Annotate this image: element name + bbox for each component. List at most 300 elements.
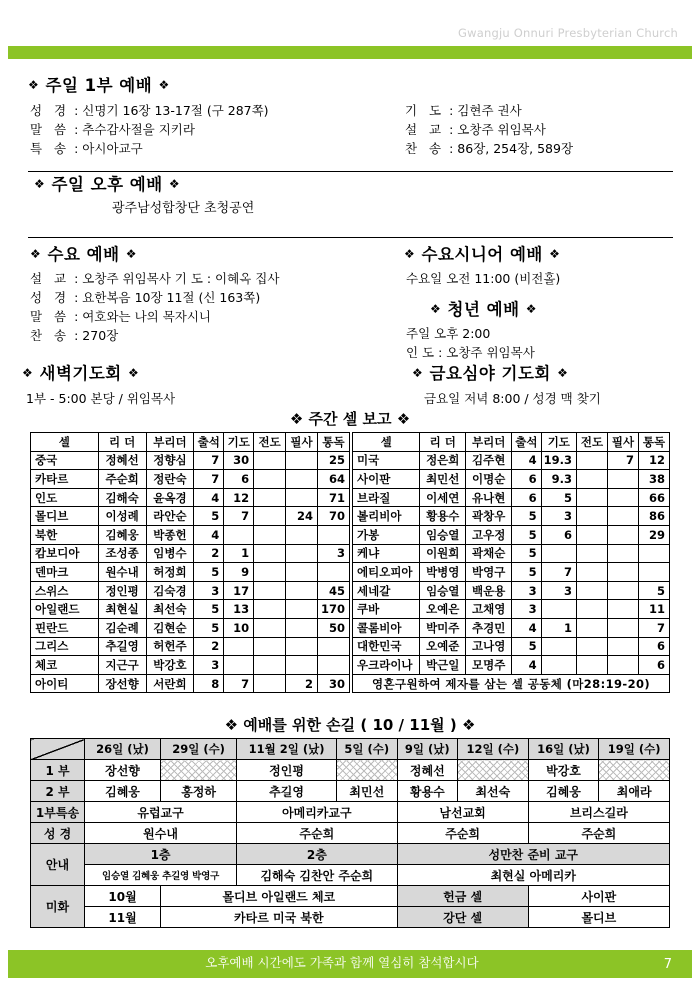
table-cell-pray: 1 <box>541 618 576 637</box>
info-value: : 오창주 위임목사 기 도 : 이혜옥 집사 <box>74 271 280 286</box>
column-header: 전도 <box>254 433 286 452</box>
info-line <box>30 307 279 326</box>
table-cell-leader: 주순희 <box>98 470 146 489</box>
pulpit-cell-value: 몰디브 <box>528 907 669 928</box>
date-header-cell: 26일 (났) <box>85 739 161 760</box>
table-corner-cell <box>31 739 85 760</box>
divider <box>28 237 673 238</box>
table-cell-copy <box>286 451 318 470</box>
table-cell-attend: 7 <box>194 470 224 489</box>
second-service-cell: 황용수 <box>397 781 458 802</box>
footer-message: 오후예배 시간에도 가족과 함께 열심히 참석합시다 <box>205 955 479 970</box>
table-cell-read <box>317 525 349 544</box>
table-cell-pray: 13 <box>224 600 254 619</box>
service-schedule-table <box>30 738 670 928</box>
diamond-icon: ❖ <box>28 78 40 92</box>
table-cell-read: 38 <box>638 470 669 489</box>
dawn-prayer-body: 1부 - 5:00 본당 / 위임목사 <box>26 391 176 406</box>
table-cell-copy <box>607 581 638 600</box>
sunday-first-right-col <box>405 101 573 158</box>
schedule-header-row <box>31 739 670 760</box>
table-cell-pray: 5 <box>541 488 576 507</box>
table-cell-copy <box>286 525 318 544</box>
table-cell-read <box>638 544 669 563</box>
table-cell-evang <box>576 637 607 656</box>
second-service-cell: 추길영 <box>237 781 337 802</box>
cleaning-cells-value: 카타르 미국 북한 <box>161 907 397 928</box>
diamond-icon: ❖ <box>127 366 140 380</box>
friday-prayer-body: 금요일 저녁 8:00 / 성경 맥 찾기 <box>424 391 601 406</box>
table-cell-leader: 오예준 <box>420 637 466 656</box>
table-cell-pray <box>224 656 254 675</box>
schedule-row-first-service <box>31 760 670 781</box>
diamond-icon: ❖ <box>525 302 538 316</box>
table-cell-copy <box>607 507 638 526</box>
table-cell-attend: 5 <box>194 618 224 637</box>
table-cell-cell: 볼리비아 <box>353 507 420 526</box>
info-line <box>405 139 573 158</box>
table-cell-attend: 5 <box>512 525 541 544</box>
table-row <box>353 451 670 470</box>
table-cell-pray: 7 <box>224 507 254 526</box>
table-cell-evang <box>254 470 286 489</box>
date-header-cell: 5일 (수) <box>337 739 398 760</box>
section-title-friday-prayer: ❖ 금요심야 기도회 ❖ <box>412 364 569 383</box>
table-cell-pray <box>224 525 254 544</box>
table-cell-attend: 2 <box>194 637 224 656</box>
scripture-reader-cell: 주순희 <box>397 823 528 844</box>
table-cell-cell: 에티오피아 <box>353 563 420 582</box>
table-cell-leader: 박병영 <box>420 563 466 582</box>
table-row <box>353 470 670 489</box>
table-cell-attend: 2 <box>194 544 224 563</box>
first-service-cell: 장선향 <box>85 760 161 781</box>
table-cell-leader: 황용수 <box>420 507 466 526</box>
table-row <box>353 618 670 637</box>
table-cell-evang <box>254 488 286 507</box>
table-cell-pray: 7 <box>224 674 254 693</box>
table-row <box>31 563 350 582</box>
table-cell-leader: 장선향 <box>98 674 146 693</box>
row-label-special-song: 1부특송 <box>31 802 85 823</box>
table-cell-attend: 8 <box>194 674 224 693</box>
table-cell-cell: 캄보디아 <box>31 544 99 563</box>
table-cell-leader: 김순례 <box>98 618 146 637</box>
table-cell-copy <box>607 600 638 619</box>
table-cell-leader: 박근일 <box>420 656 466 675</box>
table-cell-leader: 조성종 <box>98 544 146 563</box>
table-cell-subleader: 최선숙 <box>146 600 194 619</box>
table-cell-copy <box>286 656 318 675</box>
table-cell-cell: 핀란드 <box>31 618 99 637</box>
table-row <box>31 544 350 563</box>
table-cell-copy <box>607 470 638 489</box>
table-cell-leader: 정인평 <box>98 581 146 600</box>
table-row <box>31 470 350 489</box>
table-cell-cell: 세네갈 <box>353 581 420 600</box>
table-cell-read: 64 <box>317 470 349 489</box>
table-cell-pray: 9 <box>224 563 254 582</box>
table-cell-cell: 북한 <box>31 525 99 544</box>
diamond-icon: ❖ <box>430 302 442 316</box>
table-cell-copy <box>607 618 638 637</box>
info-line: 주일 오후 2:00 <box>406 326 491 341</box>
table-row <box>31 674 350 693</box>
column-header: 출석 <box>194 433 224 452</box>
table-row <box>353 507 670 526</box>
diamond-icon: ❖ <box>412 366 424 380</box>
table-cell-subleader: 고채영 <box>466 600 512 619</box>
table-cell-evang <box>254 656 286 675</box>
first-service-cell <box>337 760 398 781</box>
table-cell-cell: 인도 <box>31 488 99 507</box>
info-value: : 270장 <box>74 328 119 343</box>
table-cell-read <box>317 656 349 675</box>
cell-report-table-left <box>30 432 350 693</box>
column-header: 리 더 <box>420 433 466 452</box>
table-row <box>353 544 670 563</box>
schedule-row-cleaning-october <box>31 886 670 907</box>
wednesday-details <box>30 269 279 345</box>
table-row <box>31 656 350 675</box>
table-cell-evang <box>254 674 286 693</box>
diamond-icon: ❖ <box>549 247 561 261</box>
table-cell-leader: 최현실 <box>98 600 146 619</box>
second-service-cell: 최애라 <box>599 781 670 802</box>
table-cell-pray <box>224 637 254 656</box>
table-cell-evang <box>576 581 607 600</box>
table-row <box>31 507 350 526</box>
column-header: 셀 <box>353 433 420 452</box>
table-cell-subleader: 라안순 <box>146 507 194 526</box>
guide-communion-header: 성만찬 준비 교구 <box>397 844 669 865</box>
page-number: 7 <box>663 957 672 972</box>
table-cell-subleader: 박강호 <box>146 656 194 675</box>
table-cell-leader: 이세연 <box>420 488 466 507</box>
diamond-icon: ❖ <box>34 177 46 191</box>
table-cell-subleader: 김주현 <box>466 451 512 470</box>
table-cell-attend: 5 <box>194 563 224 582</box>
column-header: 기도 <box>541 433 576 452</box>
table-cell-subleader: 유나현 <box>466 488 512 507</box>
column-header: 통독 <box>638 433 669 452</box>
cleaning-cells-value: 몰디브 아일랜드 체코 <box>161 886 397 907</box>
table-cell-leader: 오예은 <box>420 600 466 619</box>
section-title-cell-report: ❖ 주간 셀 보고 ❖ <box>289 410 411 428</box>
table-cell-read: 12 <box>638 451 669 470</box>
table-row <box>31 618 350 637</box>
table-cell-attend: 5 <box>512 544 541 563</box>
table-row <box>353 637 670 656</box>
first-service-cell <box>458 760 529 781</box>
special-song-cell: 유럽교구 <box>85 802 237 823</box>
table-cell-attend: 4 <box>194 488 224 507</box>
table-cell-evang <box>576 525 607 544</box>
table-cell-attend: 5 <box>194 600 224 619</box>
sunday-afternoon-body: 광주남성합창단 초청공연 <box>112 201 255 216</box>
table-cell-read: 170 <box>317 600 349 619</box>
info-line <box>30 139 269 158</box>
date-header-cell: 16일 (났) <box>528 739 599 760</box>
column-header: 부리더 <box>146 433 194 452</box>
table-row <box>31 581 350 600</box>
first-service-cell <box>599 760 670 781</box>
table-cell-copy <box>286 581 318 600</box>
table-cell-subleader: 이명순 <box>466 470 512 489</box>
table-cell-attend: 7 <box>194 451 224 470</box>
schedule-row-guide-values <box>31 865 670 886</box>
table-cell-cell: 그리스 <box>31 637 99 656</box>
table-cell-subleader: 백운용 <box>466 581 512 600</box>
table-cell-pray: 30 <box>224 451 254 470</box>
cell-report-table-right <box>352 432 670 693</box>
table-cell-leader: 김혜웅 <box>98 525 146 544</box>
section-title-dawn-prayer: ❖ 새벽기도회 ❖ <box>22 364 140 383</box>
diamond-icon: ❖ <box>168 177 181 191</box>
table-cell-read: 50 <box>317 618 349 637</box>
table-cell-attend: 3 <box>194 581 224 600</box>
diamond-icon: ❖ <box>396 410 411 428</box>
table-cell-read: 7 <box>638 618 669 637</box>
table-cell-read <box>317 563 349 582</box>
diamond-icon: ❖ <box>30 247 42 261</box>
info-value: : 86장, 254장, 589장 <box>449 141 574 156</box>
table-cell-leader: 추길영 <box>98 637 146 656</box>
table-header-row <box>353 433 670 452</box>
table-cell-cell: 사이판 <box>353 470 420 489</box>
table-cell-cell: 몰디브 <box>31 507 99 526</box>
second-service-cell: 김혜웅 <box>85 781 161 802</box>
diamond-icon: ❖ <box>557 366 569 380</box>
section-title-sunday-first: ❖ 주일 1부 예배 ❖ <box>28 76 170 95</box>
table-cell-pray: 9.3 <box>541 470 576 489</box>
section-title-sunday-afternoon: ❖ 주일 오후 예배 ❖ <box>34 175 181 194</box>
table-cell-evang <box>254 637 286 656</box>
info-value: : 아시아교구 <box>74 141 143 156</box>
info-line <box>30 326 279 345</box>
offering-cell-value: 사이판 <box>528 886 669 907</box>
table-cell-pray: 1 <box>224 544 254 563</box>
table-row <box>353 600 670 619</box>
table-cell-cell: 스위스 <box>31 581 99 600</box>
table-cell-copy <box>286 618 318 637</box>
second-service-cell: 김혜웅 <box>528 781 599 802</box>
table-cell-leader: 이성례 <box>98 507 146 526</box>
table-cell-subleader: 정란숙 <box>146 470 194 489</box>
schedule-row-guide-headers <box>31 844 670 865</box>
table-cell-evang <box>576 656 607 675</box>
table-row <box>31 488 350 507</box>
table-cell-evang <box>254 507 286 526</box>
date-header-cell: 11월 2일 (났) <box>237 739 337 760</box>
info-line <box>405 101 573 120</box>
special-song-cell: 브리스길라 <box>528 802 669 823</box>
table-cell-pray: 12 <box>224 488 254 507</box>
table-cell-attend: 4 <box>512 618 541 637</box>
column-header: 출석 <box>512 433 541 452</box>
table-cell-read: 29 <box>638 525 669 544</box>
table-cell-subleader: 허정희 <box>146 563 194 582</box>
table-cell-attend: 3 <box>194 656 224 675</box>
column-header: 필사 <box>286 433 318 452</box>
section-title-youth: ❖ 청년 예배 ❖ <box>430 300 538 319</box>
info-value: : 요한복음 10장 11절 (신 163쪽) <box>74 290 261 305</box>
table-cell-evang <box>576 470 607 489</box>
table-cell-subleader: 정향심 <box>146 451 194 470</box>
table-cell-leader: 원수내 <box>98 563 146 582</box>
second-service-cell: 최민선 <box>337 781 398 802</box>
table-cell-cell: 가봉 <box>353 525 420 544</box>
table-cell-copy <box>286 470 318 489</box>
table-cell-copy <box>607 563 638 582</box>
row-label-first-service: 1 부 <box>31 760 85 781</box>
table-cell-leader: 박미주 <box>420 618 466 637</box>
info-value: : 추수감사절을 지키라 <box>74 122 195 137</box>
table-cell-cell: 아이티 <box>31 674 99 693</box>
table-cell-copy <box>607 544 638 563</box>
table-cell-cell: 카타르 <box>31 470 99 489</box>
table-cell-subleader: 고나영 <box>466 637 512 656</box>
table-cell-copy <box>286 637 318 656</box>
second-service-cell: 최선숙 <box>458 781 529 802</box>
info-line <box>30 120 269 139</box>
info-line: 인 도 : 오창주 위임목사 <box>406 345 535 360</box>
table-cell-evang <box>254 451 286 470</box>
section-title-wednesday: ❖ 수요 예배 ❖ <box>30 245 138 264</box>
table-cell-attend: 3 <box>512 581 541 600</box>
table-cell-read: 70 <box>317 507 349 526</box>
column-header: 부리더 <box>466 433 512 452</box>
info-label: 말 씀 <box>30 122 71 137</box>
table-cell-attend: 5 <box>512 563 541 582</box>
table-cell-evang <box>254 581 286 600</box>
info-line <box>405 120 573 139</box>
table-cell-subleader: 서란희 <box>146 674 194 693</box>
table-cell-copy <box>607 637 638 656</box>
table-cell-read: 6 <box>638 656 669 675</box>
schedule-row-cleaning-november <box>31 907 670 928</box>
table-cell-subleader: 곽창우 <box>466 507 512 526</box>
table-cell-pray: 10 <box>224 618 254 637</box>
table-cell-read <box>638 563 669 582</box>
table-cell-copy: 2 <box>286 674 318 693</box>
church-brand-name: Gwangju Onnuri Presbyterian Church <box>458 26 678 40</box>
table-body <box>31 451 350 693</box>
table-cell-evang <box>254 544 286 563</box>
table-cell-cell: 체코 <box>31 656 99 675</box>
table-cell-copy <box>286 488 318 507</box>
table-cell-copy <box>286 563 318 582</box>
table-cell-cell: 콜롬비아 <box>353 618 420 637</box>
table-cell-cell: 덴마크 <box>31 563 99 582</box>
info-label: 성 경 <box>30 290 71 305</box>
table-cell-evang <box>576 563 607 582</box>
table-cell-pray: 3 <box>541 507 576 526</box>
row-label-cleaning: 미화 <box>31 886 85 928</box>
info-value: : 신명기 16장 13-17절 (구 287쪽) <box>74 103 269 118</box>
table-row <box>353 488 670 507</box>
table-cell-cell: 쿠바 <box>353 600 420 619</box>
table-cell-pray: 17 <box>224 581 254 600</box>
table-cell-copy: 24 <box>286 507 318 526</box>
table-cell-pray <box>541 637 576 656</box>
guide-floor-header: 1층 <box>85 844 237 865</box>
table-cell-evang <box>254 525 286 544</box>
table-cell-read: 45 <box>317 581 349 600</box>
info-label: 설 교 <box>405 122 446 137</box>
table-row-motto <box>353 674 670 693</box>
info-label: 말 씀 <box>30 309 71 324</box>
table-cell-leader: 이원희 <box>420 544 466 563</box>
table-cell-cell: 미국 <box>353 451 420 470</box>
table-cell-cell: 브라질 <box>353 488 420 507</box>
guide-floor-header: 2층 <box>237 844 397 865</box>
wednesday-senior-body: 수요일 오전 11:00 (비전홀) <box>406 271 561 286</box>
table-cell-subleader: 박영구 <box>466 563 512 582</box>
section-title-wednesday-senior: ❖ 수요시니어 예배 ❖ <box>404 245 561 264</box>
column-header: 기도 <box>224 433 254 452</box>
diamond-icon: ❖ <box>224 716 239 734</box>
table-cell-attend: 6 <box>512 470 541 489</box>
diamond-icon: ❖ <box>461 716 476 734</box>
cleaning-month-cell: 10월 <box>85 886 161 907</box>
table-cell-subleader: 허헌주 <box>146 637 194 656</box>
table-cell-read <box>317 637 349 656</box>
table-cell-cell: 중국 <box>31 451 99 470</box>
table-body <box>31 739 670 928</box>
date-header-cell: 12일 (수) <box>458 739 529 760</box>
info-line <box>30 269 279 288</box>
diamond-icon: ❖ <box>158 78 170 92</box>
table-header-row <box>31 433 350 452</box>
table-row <box>31 600 350 619</box>
guide-names-cell: 김해숙 김찬안 주순희 <box>237 865 397 886</box>
table-cell-cell: 아일랜드 <box>31 600 99 619</box>
scripture-reader-cell: 원수내 <box>85 823 237 844</box>
table-cell-read: 71 <box>317 488 349 507</box>
table-body <box>353 451 670 693</box>
table-cell-pray <box>541 544 576 563</box>
diamond-icon: ❖ <box>289 410 304 428</box>
table-cell-subleader: 모명주 <box>466 656 512 675</box>
table-cell-read: 11 <box>638 600 669 619</box>
row-label-scripture: 성 경 <box>31 823 85 844</box>
table-cell-subleader: 고우정 <box>466 525 512 544</box>
column-header: 셀 <box>31 433 99 452</box>
first-service-cell: 정혜선 <box>397 760 458 781</box>
schedule-row-scripture <box>31 823 670 844</box>
table-row <box>353 563 670 582</box>
first-service-cell <box>161 760 237 781</box>
diamond-icon: ❖ <box>404 247 416 261</box>
schedule-row-special-song <box>31 802 670 823</box>
info-value: : 여호와는 나의 목자시니 <box>74 309 211 324</box>
table-cell-leader: 정은희 <box>420 451 466 470</box>
table-cell-subleader: 김숙경 <box>146 581 194 600</box>
table-cell-subleader: 윤옥경 <box>146 488 194 507</box>
table-row <box>353 581 670 600</box>
table-cell-evang <box>576 507 607 526</box>
table-cell-pray: 7 <box>541 563 576 582</box>
info-value: : 김현주 권사 <box>449 103 522 118</box>
table-cell-subleader: 곽채순 <box>466 544 512 563</box>
table-cell-read: 6 <box>638 637 669 656</box>
table-cell-cell: 대한민국 <box>353 637 420 656</box>
info-label: 찬 송 <box>405 141 446 156</box>
table-cell-attend: 5 <box>194 507 224 526</box>
table-cell-attend: 6 <box>512 488 541 507</box>
first-service-cell: 정인평 <box>237 760 337 781</box>
